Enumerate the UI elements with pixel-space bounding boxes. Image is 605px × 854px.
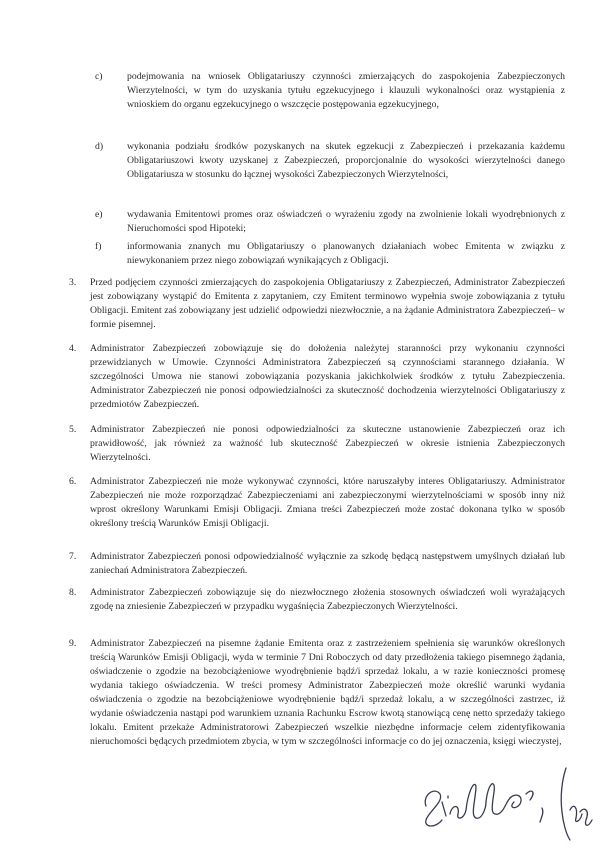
item-number: 7. [69,551,77,562]
item-number: 4. [69,343,77,354]
item-number: 8. [69,587,77,598]
item-number: 3. [69,277,77,288]
handwritten-signature-icon [420,762,595,842]
item-text: Administrator Zabezpieczeń zobowiązuje się do niezwłocznego złożenia stosownych oświadczeń woli wyrażających zgodę na zniesienie Zabezpieczeń w przypadku wygaśnięcia Zabezpieczonych Wierzytelności. [90,587,565,612]
item-text: Administrator Zabezpieczeń nie może wykonywać czynności, które naruszałyby interes Obligatariuszy. Administrator Zabezpieczeń nie może rozporządzać Zabezpieczeniami ani zabezpieczonymi wierzytelnościami w sposób inny niż wprost określony Warunkami Emisji Obligacji. Zmiana treści Zabezpieczeń może zostać dokonana tylko w sposób określony treścią Warunków Emisji Obligacji. [90,476,565,529]
item-number: 9. [69,638,77,649]
item-text: Przed podjęciem czynności zmierzających do zaspokojenia Obligatariuszy z Zabezpieczeń, Administrator Zabezpieczeń jest zobowiązany wystąpić do Emitenta z zapytaniem, czy Emitent terminowo wypełnia swoje zobowiązania z tytułu Obligacji. Emitent zaś zobowiązany jest udzielić odpowiedzi niezwłocznie, a na żądanie Administratora Zabezpieczeń– w formie pisemnej. [90,277,565,330]
item-number: 6. [69,476,77,487]
sub-item-text: informowania znanych mu Obligatariuszy o planowanych działaniach wobec Emitenta w związku z niewykonaniem przez niego zobowiązań wynikających z Obligacji. [127,241,565,266]
sub-item-label: c) [95,71,103,82]
sub-item-text: wykonania podziału środków pozyskanych na skutek egzekucji z Zabezpieczeń i przekazania każdemu Obligatariuszowi kwoty uzyskanej z Zabezpieczeń, proporcjonalnie do wysokości wierzytelności danego Obligatariusza w stosunku do łącznej wysokości Zabezpieczonych Wierzytelności, [127,141,565,180]
sub-item-label: f) [95,241,102,252]
item-text: Administrator Zabezpieczeń nie ponosi odpowiedzialności za skuteczne ustanowienie Zabezpieczeń oraz ich prawidłowość, jak również za ważność lub skuteczność Zabezpieczeń w okresie istnienia Zabezpieczonych Wierzytelności. [90,424,565,463]
item-text: Administrator Zabezpieczeń ponosi odpowiedzialność wyłącznie za szkodę będącą następstwem umyślnych działań lub zaniechań Administratora Zabezpieczeń. [90,551,565,576]
sub-item-text: podejmowania na wniosek Obligatariuszy czynności zmierzających do zaspokojenia Zabezpieczonych Wierzytelności, w tym do uzyskania tytułu egzekucyjnego i klauzuli wykonalności oraz wystąpienia z wnioskiem do organu egzekucyjnego o wszczęcie postępowania egzekucyjnego, [127,71,565,110]
item-text: Administrator Zabezpieczeń na pisemne żądanie Emitenta oraz z zastrzeżeniem spełnienia się warunków określonych treścią Warunków Emisji Obligacji, wyda w terminie 7 Dni Roboczych od daty przedłożenia takiego pisemnego żądania, oświadczenie o zgodzie na bezobciążeniowe wyodrębnienie bądź/i sprzedaż lokalu, a w razie konieczności promesę wydania takiego oświadczenia. W treści promesy Administrator Zabezpieczeń może określić warunki wydania oświadczenia o zgodzie na bezobciążeniowe wyodrębnienie bądź/i sprzedaż lokalu, a w szczególności zastrzec, iż wydanie oświadczenia nastąpi pod warunkiem uznania Rachunku Escrow kwotą stanowiącą cenę netto sprzedaży takiego lokalu. Emitent przekaże Administratorowi Zabezpieczeń wszelkie niezbędne informacje celem zidentyfikowania nieruchomości będących przedmiotem zbycia, w tym w szczególności informacje co do jej oznaczenia, księgi wieczystej, [90,638,565,747]
sub-item-text: wydawania Emitentowi promes oraz oświadczeń o wyrażeniu zgody na zwolnienie lokali wyodrębnionych z Nieruchomości spod Hipoteki; [127,209,565,234]
sub-item-label: d) [95,141,104,152]
sub-item-label: e) [95,209,103,220]
item-text: Administrator Zabezpieczeń zobowiązuje się do dołożenia należytej staranności przy wykonaniu czynności przewidzianych w Umowie. Czynności Administratora Zabezpieczeń są czynnościami starannego działania. W szczególności Umowa nie stanowi zobowiązania pozyskania jakichkolwiek środków z tytułu Zabezpieczenia. Administrator Zabezpieczeń nie ponosi odpowiedzialności za skuteczność dochodzenia wierzytelności Obligatariuszy z przedmiotów Zabezpieczeń. [90,343,565,410]
item-number: 5. [69,424,77,435]
